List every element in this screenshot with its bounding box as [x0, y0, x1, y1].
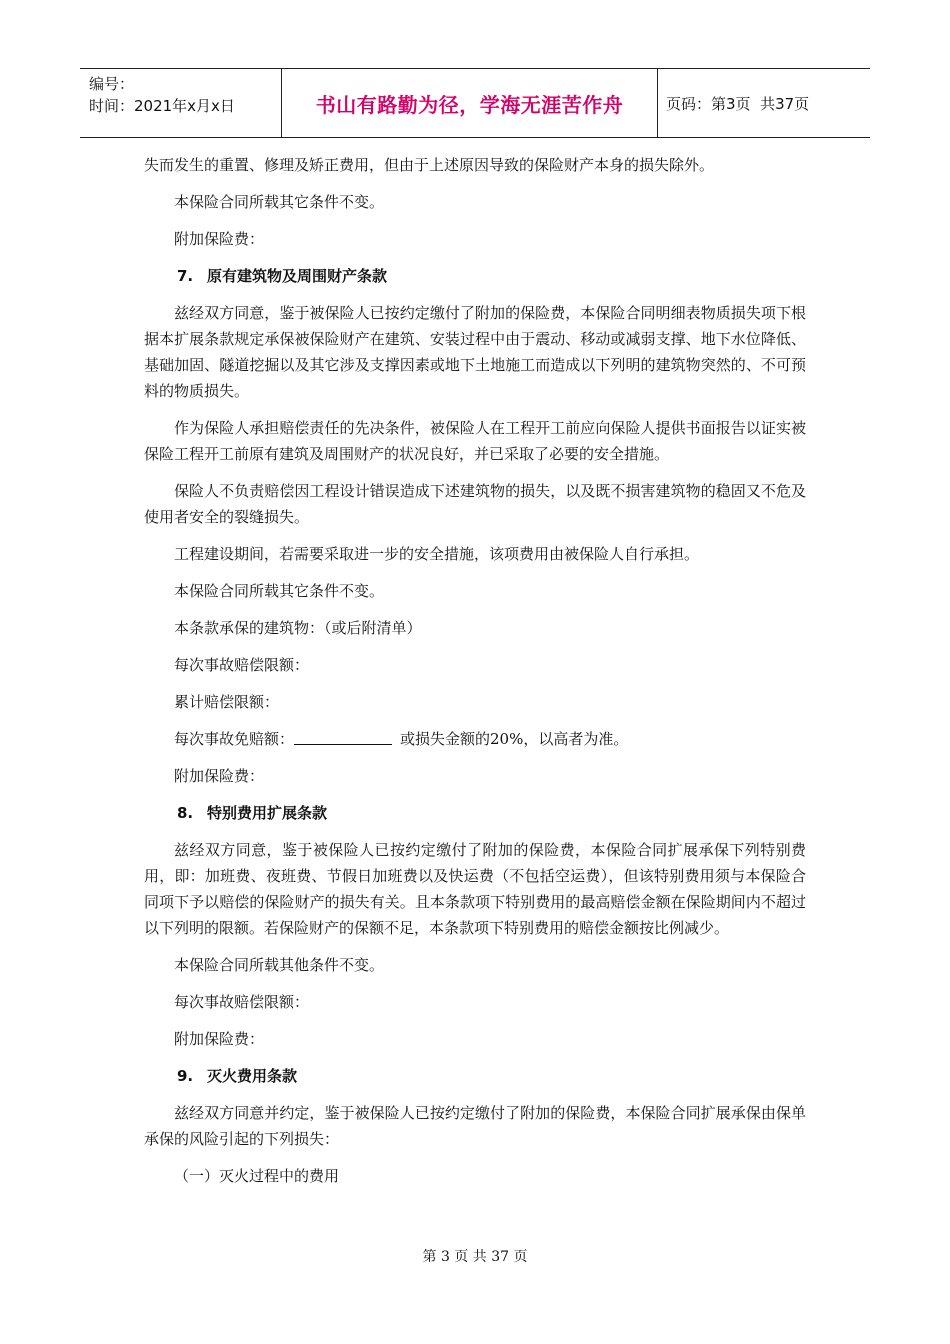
header-meta	[80, 69, 282, 137]
deductible-label: 每次事故免赔额：	[174, 730, 295, 748]
paragraph: 兹经双方同意并约定，鉴于被保险人已按约定缴付了附加的保险费，本保险合同扩展承保由保单承保的风险引起的下列损失：	[144, 1104, 806, 1148]
paragraph: （一）灭火过程中的费用	[174, 1167, 340, 1185]
document-date-label: 时间：2021年x月x日	[89, 97, 235, 115]
section-number: 9.	[177, 1067, 194, 1085]
section-heading-7	[144, 263, 806, 289]
section-title: 灭火费用条款	[207, 1067, 298, 1085]
paragraph: 本保险合同所载其他条件不变。	[174, 956, 385, 974]
document-number-label: 编号：	[89, 75, 135, 93]
page-footer: 第 3 页 共 37 页	[422, 1249, 528, 1265]
paragraph: 累计赔偿限额：	[174, 693, 280, 711]
paragraph: 保险人不负责赔偿因工程设计错误造成下述建筑物的损失，以及既不损害建筑物的稳固又不危及使用者安全的裂缝损失。	[144, 482, 806, 526]
fill-in-blank	[294, 729, 392, 745]
deductible-text: 或损失金额的20%，以高者为准。	[400, 730, 629, 748]
paragraph: 工程建设期间，若需要采取进一步的安全措施，该项费用由被保险人自行承担。	[174, 545, 700, 563]
section-title: 原有建筑物及周围财产条款	[207, 267, 388, 285]
paragraph: 附加保险费：	[174, 767, 265, 785]
page-header	[80, 68, 870, 138]
paragraph: 本保险合同所载其它条件不变。	[174, 193, 385, 211]
paragraph: 每次事故赔偿限额：	[174, 656, 310, 674]
paragraph: 兹经双方同意，鉴于被保险人已按约定缴付了附加的保险费，本保险合同明细表物质损失项下根据本扩展条款规定承保被保险财产在建筑、安装过程中由于震动、移动或减弱支撑、地下水位降低、基础加固、隧道挖掘以及其它涉及支撑因素或地下土地施工而造成以下列明的建筑物突然的、不可预料的物质损失。	[144, 304, 806, 400]
paragraph: 本条款承保的建筑物：（或后附清单）	[174, 619, 422, 637]
document-body	[144, 152, 806, 1200]
header-page-label: 页码：第3页 共37页	[666, 94, 810, 113]
section-heading-8	[144, 800, 806, 826]
section-number: 8.	[177, 804, 194, 822]
deductible-line	[144, 726, 806, 752]
paragraph: 作为保险人承担赔偿责任的先决条件，被保险人在工程开工前应向保险人提供书面报告以证实被保险工程开工前原有建筑及周围财产的状况良好，并已采取了必要的安全措施。	[144, 419, 806, 463]
section-title: 特别费用扩展条款	[207, 804, 328, 822]
section-heading-9	[144, 1063, 806, 1089]
paragraph: 附加保险费：	[174, 230, 265, 248]
paragraph: 失而发生的重置、修理及矫正费用，但由于上述原因导致的保险财产本身的损失除外。	[144, 156, 715, 174]
paragraph: 兹经双方同意，鉴于被保险人已按约定缴付了附加的保险费，本保险合同扩展承保下列特别费用，即：加班费、夜班费、节假日加班费以及快运费（不包括空运费），但该特别费用须与本保险合同项下予以赔偿的保险财产的损失有关。且本条款项下特别费用的最高赔偿金额在保险期间内不超过以下列明的限额。若保险财产的保额不足，本条款项下特别费用的赔偿金额按比例减少。	[144, 841, 806, 937]
header-motto: 书山有路勤为径，学海无涯苦作舟	[282, 69, 658, 137]
paragraph: 附加保险费：	[174, 1030, 265, 1048]
section-number: 7.	[177, 267, 194, 285]
paragraph: 本保险合同所载其它条件不变。	[174, 582, 385, 600]
paragraph: 每次事故赔偿限额：	[174, 993, 310, 1011]
